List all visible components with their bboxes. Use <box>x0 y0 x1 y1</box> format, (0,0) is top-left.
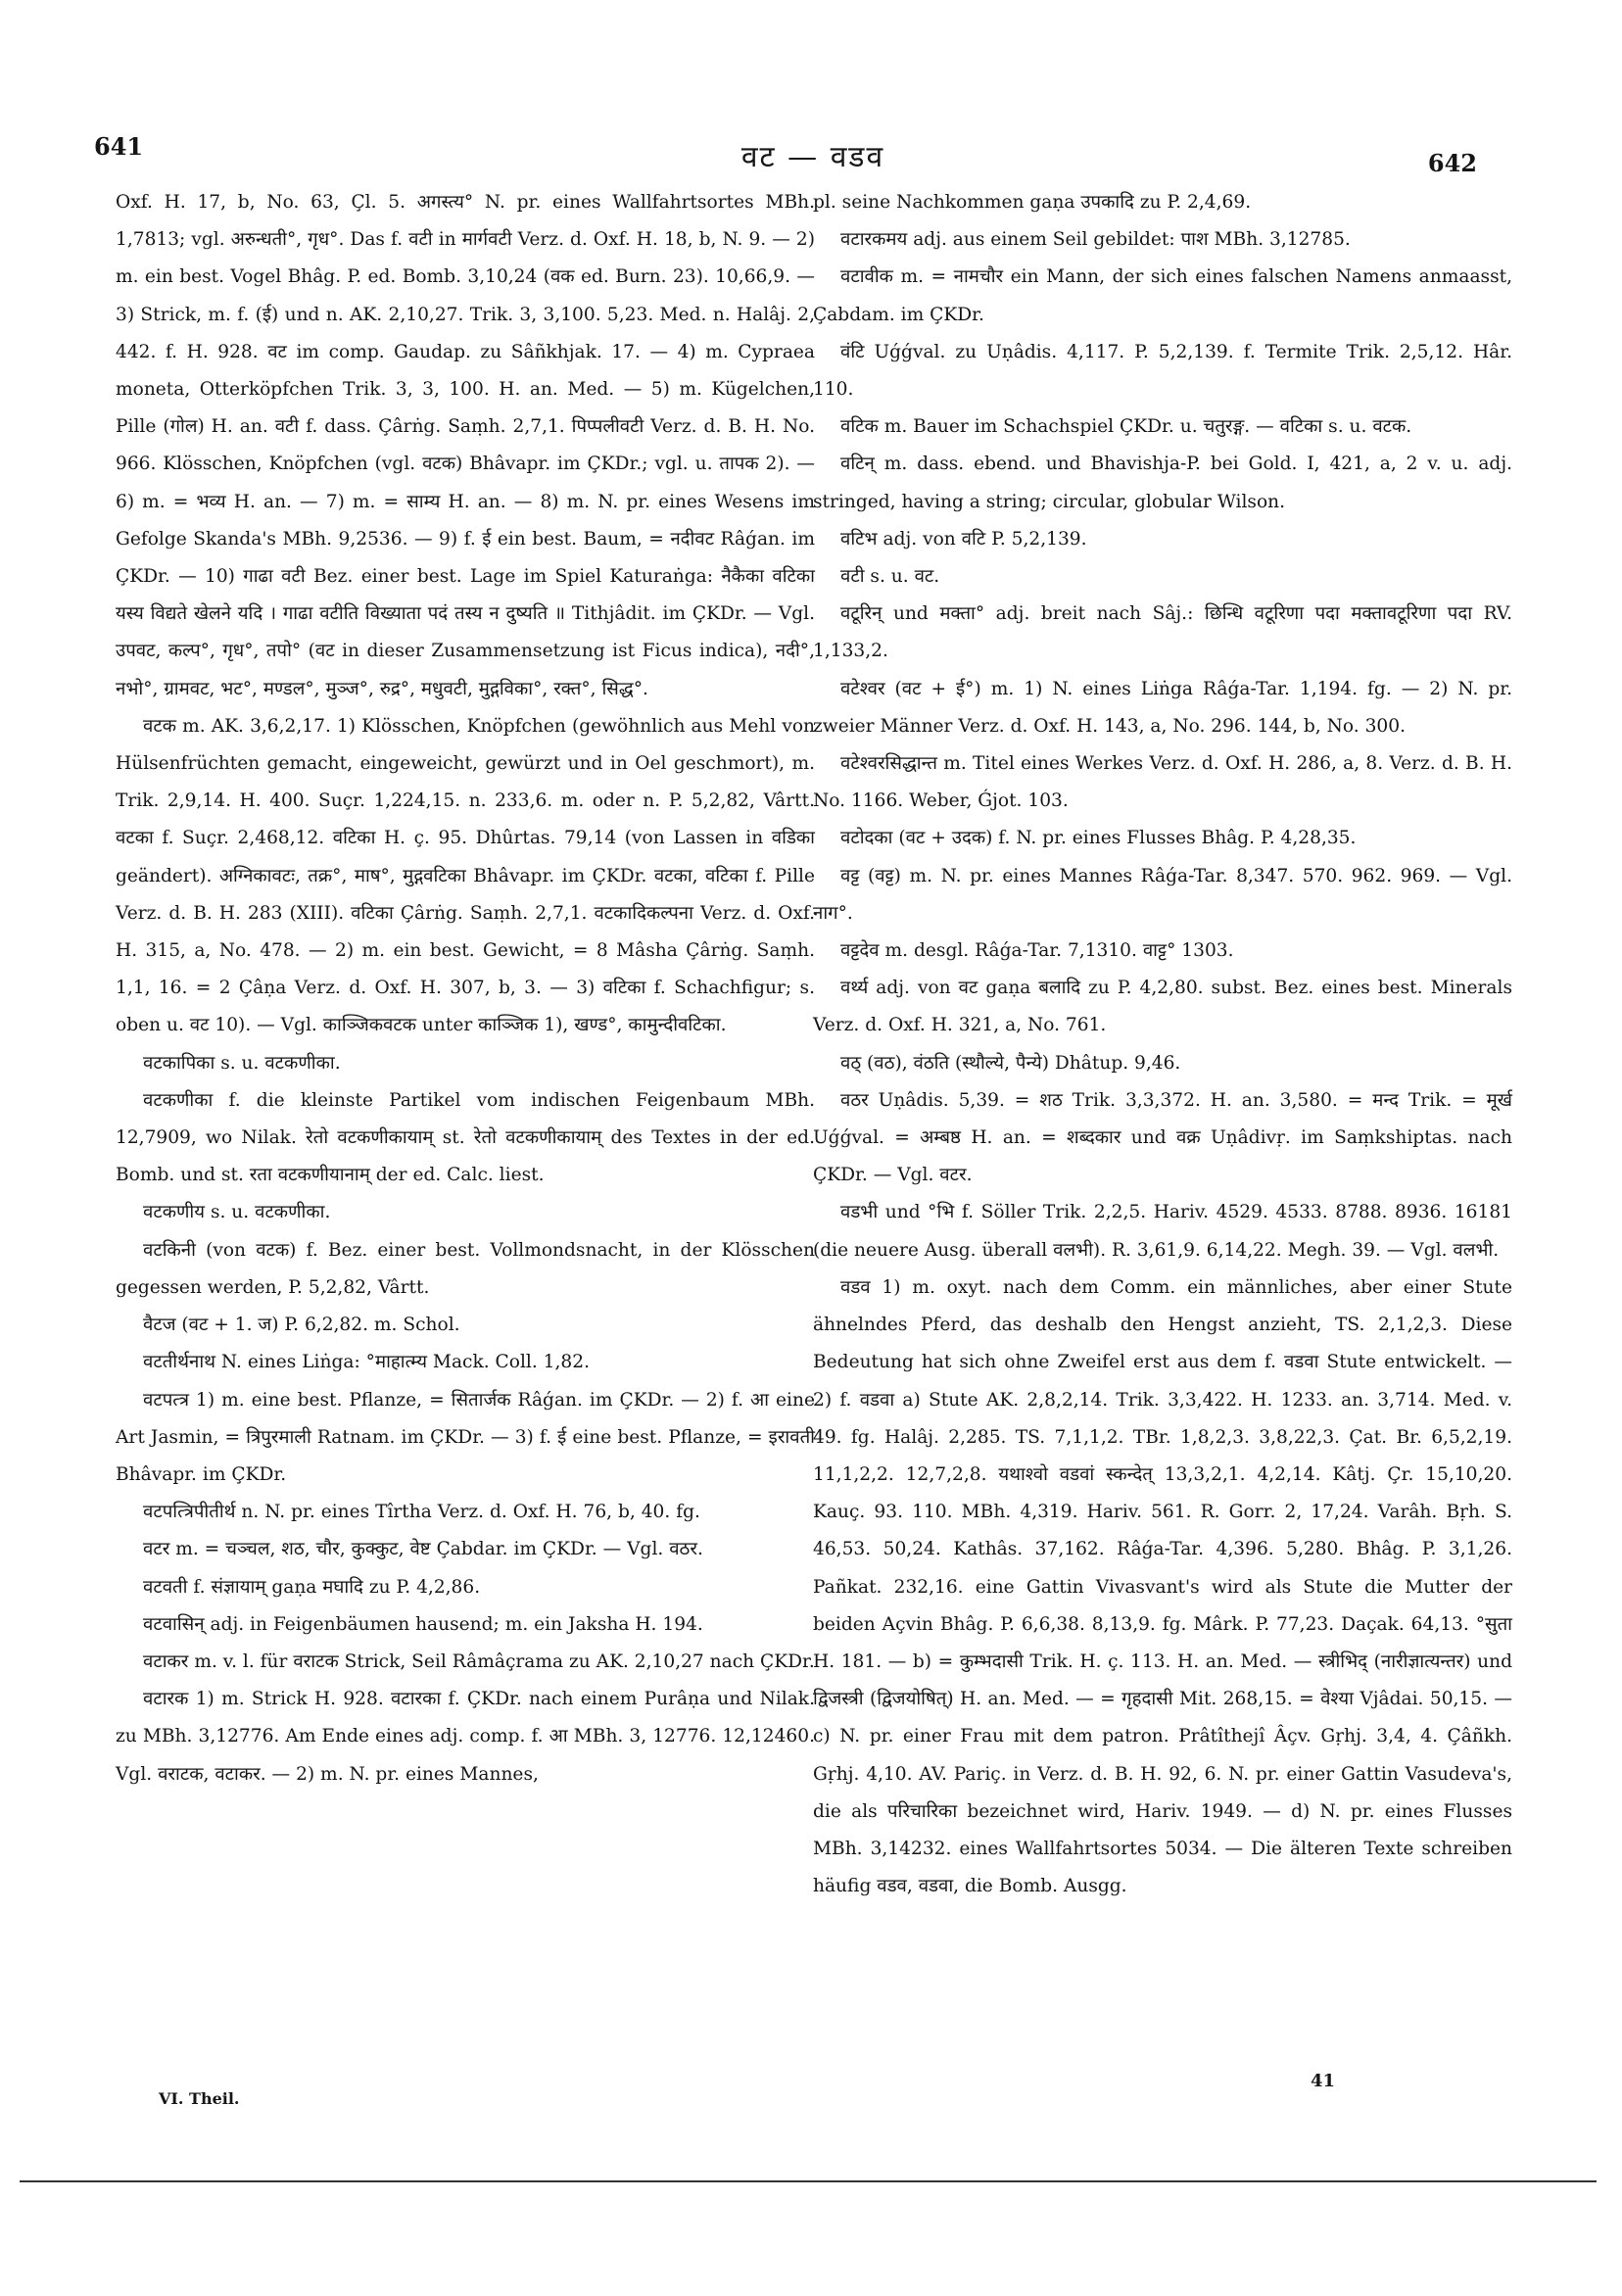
dictionary-entry: वंटि Uǵǵval. zu Uṇâdis. 4,117. P. 5,2,139. f. Termite Trik. 2,5,12. Hâr. 110. <box>813 341 1512 401</box>
volume-note: VI. Theil. <box>159 2089 240 2108</box>
dictionary-entry: वटूरिन् und मक्ता° adj. breit nach Sâj.: छिन्धि वटूरिणा पदा मक्तावटूरिणा पदा RV. 1,133,2. <box>813 603 1512 662</box>
dictionary-entry: वटोदका (वट + उदक) f. N. pr. eines Flusses Bhâg. P. 4,28,35. <box>840 828 1357 849</box>
dictionary-entry: वडव 1) m. oxyt. nach dem Comm. ein männliches, aber einer Stute ähnelndes Pferd, das deshalb den Hengst anzieht, TS. 2,1,2,3. Diese Bedeutung hat sich ohne Zweifel erst aus dem f. वडवा Stute entwickelt. — 2) f. वडवा a) Stute AK. 2,8,2,14. Trik. 3,3,422. H. 1233. an. 3,714. Med. v. 49. fg. Halâj. 2,285. TS. 7,1,1,2. TBr. 1,8,2,3. 3,8,22,3. Çat. Br. 6,5,2,19. 11,1,2,2. 12,7,2,8. यथाश्वो वडवां स्कन्देत् 13,3,2,1. 4,2,14. Kâtj. Çr. 15,10,20. Kauç. 93. 110. MBh. 4,319. Hariv. 561. R. Gorr. 2, 17,24. Varâh. Bṛh. S. 46,53. 50,24. Kathâs. 37,162. Râǵa-Tar. 4,396. 5,280. Bhâg. P. 3,1,26. Pañkat. 232,16. eine Gattin Vivasvant's wird als Stute die Mutter der beiden Açvin Bhâg. P. 6,6,38. 8,13,9. fg. Mârk. P. 77,23. Daçak. 64,13. °सुता H. 181. — b) = कुम्भदासी Trik. H. ç. 113. H. an. Med. — स्त्रीभिद् (नारीज्ञात्यन्तर) und द्विजस्त्री (द्विजयोषित्) H. an. Med. — = गृहदासी Mit. 268,15. = वेश्या Vjâdai. 50,15. — c) N. pr. einer Frau mit dem patron. Prâtîthejî Âçv. Gṛhj. 3,4, 4. Çâñkh. Gṛhj. 4,10. AV. Pariç. in Verz. d. B. H. 92, 6. N. pr. einer Gattin Vasudeva's, die als परिचारिका bezeichnet wird, Hariv. 1949. — d) N. pr. eines Flusses MBh. 3,14232. eines Wallfahrtsortes 5034. — Die älteren Texte schreiben häufig वडव, वडवा, die Bomb. Ausgg. <box>813 1276 1512 1897</box>
dictionary-entry: वटारक 1) m. Strick H. 928. वटारका f. ÇKDr. nach einem Purâṇa und Nilak. zu MBh. 3,12776. Am Ende eines adj. comp. f. आ MBh. 3, 12776. 12,12460. Vgl. वराटक, वटाकर. — 2) m. N. pr. eines Mannes, <box>116 1689 815 1785</box>
dictionary-entry: वटर m. = चञ्चल, शठ, चौर, कुक्कुट, वेष्ट Çabdar. im ÇKDr. — Vgl. वठर. <box>143 1539 703 1560</box>
page-number-left: 641 <box>94 132 144 161</box>
dictionary-entry: वटकापिका s. u. वटकणीका. <box>143 1052 341 1074</box>
bottom-rule <box>20 2180 1597 2182</box>
dictionary-entry: वटपत्त्र 1) m. eine best. Pflanze, = सितार्जक Râǵan. im ÇKDr. — 2) f. आ eine Art Jasmin, = त्रिपुरमाली Ratnam. im ÇKDr. — 3) f. ई eine best. Pflanze, = इरावती Bhâvapr. im ÇKDr. <box>116 1389 815 1485</box>
dictionary-entry: वटिन् m. dass. ebend. und Bhavishja-P. bei Gold. I, 421, a, 2 v. u. adj. stringed, having a string; circular, globular Wilson. <box>813 454 1512 512</box>
dictionary-entry: वटक m. AK. 3,6,2,17. 1) Klösschen, Knöpfchen (gewöhnlich aus Mehl von Hülsenfrüchten gemacht, eingeweicht, gewürzt und in Oel geschmort), m. Trik. 2,9,14. H. 400. Suçr. 1,224,15. n. 233,6. m. oder n. P. 5,2,82, Vârtt. वटका f. Suçr. 2,468,12. वटिका H. ç. 95. Dhûrtas. 79,14 (von Lassen in वडिका geändert). अग्निकावटः, तक्र°, माष°, मुद्गवटिका Bhâvapr. im ÇKDr. वटका, वटिका f. Pille Verz. d. B. H. 283 (XIII). वटिका Çârṅg. Saṃh. 2,7,1. वटकादिकल्पना Verz. d. Oxf. H. 315, a, No. 478. — 2) m. ein best. Gewicht, = 8 Mâsha Çârṅg. Saṃh. 1,1, 16. = 2 Çâṇa Verz. d. Oxf. H. 307, b, 3. — 3) वटिका f. Schachfigur; s. oben u. वट 10). — Vgl. काञ्जिकवटक unter काञ्जिक 1), खण्ड°, कामुन्दीवटिका. <box>116 715 815 1036</box>
dictionary-entry: वटारकमय adj. aus einem Seil gebildet: पाश MBh. 3,12785. <box>840 229 1351 251</box>
dictionary-entry: वठर Uṇâdis. 5,39. = शठ Trik. 3,3,372. H. an. 3,580. = मन्द Trik. = मूर्ख Uǵǵval. = अम्बष्ठ H. an. = शब्दकार und वक्र Uṇâdivṛ. im Saṃkshiptas. nach ÇKDr. — Vgl. वटर. <box>813 1089 1512 1186</box>
dictionary-entry: वटिक m. Bauer im Schachspiel ÇKDr. u. चतुरङ्ग. — वटिका s. u. वटक. <box>840 416 1412 438</box>
dictionary-entry: वडभी und °भि f. Söller Trik. 2,2,5. Hariv. 4529. 4533. 8788. 8936. 16181 (die neuere Ausg. überall वलभी). R. 3,61,9. 6,14,22. Megh. 39. — Vgl. वलभी. <box>813 1202 1512 1261</box>
dictionary-entry: वट्ट (वट्ट) m. N. pr. eines Mannes Râǵa-Tar. 8,347. 570. 962. 969. — Vgl. नाग°. <box>813 865 1512 924</box>
continued-entry: pl. seine Nachkommen gaṇa उपकादि zu P. 2,4,69. <box>813 192 1252 213</box>
dictionary-entry: वैटज (वट + 1. ज) P. 6,2,82. m. Schol. <box>143 1315 460 1336</box>
right-column <box>813 184 1512 1905</box>
dictionary-entry: वटवती f. संज्ञायाम् gaṇa मघादि zu P. 4,2,86. <box>143 1576 481 1598</box>
dictionary-entry: वटाकर m. v. l. für वराटक Strick, Seil Râmâçrama zu AK. 2,10,27 nach ÇKDr. <box>143 1650 815 1672</box>
dictionary-entry: वटकणीय s. u. वटकणीका. <box>143 1202 331 1223</box>
dictionary-entry: वटकिनी (von वटक) f. Bez. einer best. Vollmondsnacht, in der Klösschen gegessen werden, P. 5,2,82, Vârtt. <box>116 1239 815 1298</box>
dictionary-entry: वटपत्त्रिपीतीर्थ n. N. pr. eines Tîrtha Verz. d. Oxf. H. 76, b, 40. fg. <box>143 1502 700 1523</box>
sheet-number: 41 <box>1311 2071 1336 2091</box>
dictionary-entry: वटावीक m. = नामचौर ein Mann, der sich eines falschen Namens anmaasst, Çabdam. im ÇKDr. <box>813 266 1512 325</box>
dictionary-entry: वटकणीका f. die kleinste Partikel vom indischen Feigenbaum MBh. 12,7909, wo Nilak. रेतो वटकणीकायाम् st. रेतो वटकणीकायाम् des Textes in der ed. Bomb. und st. रता वटकणीयानाम् der ed. Calc. liest. <box>116 1089 815 1186</box>
page-number-right: 642 <box>1427 149 1477 177</box>
dictionary-entry: वट्टदेव m. desgl. Râǵa-Tar. 7,1310. वाट्ट° 1303. <box>840 940 1234 962</box>
dictionary-entry: वटेश्वरसिद्धान्त m. Titel eines Werkes Verz. d. Oxf. H. 286, a, 8. Verz. d. B. H. No. 1166. Weber, Ǵjot. 103. <box>813 753 1512 812</box>
continued-entry: Oxf. H. 17, b, No. 63, Çl. 5. अगस्त्य° N. pr. eines Wallfahrtsortes MBh. 1,7813; vgl. अरुन्धती°, गृध°. Das f. वटी in मार्गवटी Verz. d. Oxf. H. 18, b, N. 9. — 2) m. ein best. Vogel Bhâg. P. ed. Bomb. 3,10,24 (वक ed. Burn. 23). 10,66,9. — 3) Strick, m. f. (ई) und n. AK. 2,10,27. Trik. 3, 3,100. 5,23. Med. n. Halâj. 2, 442. f. H. 928. वट im comp. Gaudap. zu Sâñkhjak. 17. — 4) m. Cypraea moneta, Otterköpfchen Trik. 3, 3, 100. H. an. Med. — 5) m. Kügelchen, Pille (गोल) H. an. वटी f. dass. Çârṅg. Saṃh. 2,7,1. पिप्पलीवटी Verz. d. B. H. No. 966. Klösschen, Knöpfchen (vgl. वटक) Bhâvapr. im ÇKDr.; vgl. u. तापक 2). — 6) m. = भव्य H. an. — 7) m. = साम्य H. an. — 8) m. N. pr. eines Wesens im Gefolge Skanda's MBh. 9,2536. — 9) f. ई ein best. Baum, = नदीवट Râǵan. im ÇKDr. — 10) गाढा वटी Bez. einer best. Lage im Spiel Katuraṅga: नैकैका वटिका यस्य विद्यते खेलने यदि । गाढा वटीति विख्याता पदं तस्य न दुष्यति ॥ Tithjâdit. im ÇKDr. — Vgl. उपवट, कल्प°, गृध°, तपो° (वट in dieser Zusammensetzung ist Ficus indica), नदी°, नभो°, ग्रामवट, भट°, मण्डल°, मुञ्ज°, रुद्र°, मधुवटी, मुद्गविका°, रक्त°, सिद्ध°. <box>116 192 815 699</box>
dictionary-entry: वटवासिन् adj. in Feigenbäumen hausend; m. ein Jaksha H. 194. <box>143 1613 703 1635</box>
dictionary-entry: वटतीर्थनाथ N. eines Liṅga: °माहात्म्य Mack. Coll. 1,82. <box>143 1352 590 1373</box>
left-column <box>116 184 815 1794</box>
dictionary-entry: वटिभ adj. von वटि P. 5,2,139. <box>840 528 1087 550</box>
dictionary-entry: वटेश्वर (वट + ई°) m. 1) N. eines Liṅga Râǵa-Tar. 1,194. fg. — 2) N. pr. zweier Männer Verz. d. Oxf. H. 143, a, No. 296. 144, b, No. 300. <box>813 678 1512 737</box>
running-headword-range: वट — वडव <box>740 140 885 174</box>
dictionary-entry: वर्थ्य adj. von वट gaṇa बलादि zu P. 4,2,80. subst. Bez. eines best. Minerals Verz. d. Oxf. H. 321, a, No. 761. <box>813 978 1512 1036</box>
dictionary-entry: वटी s. u. वट. <box>840 566 940 588</box>
dictionary-entry: वठ् (वठ), वंठति (स्थौल्ये, पैन्ये) Dhâtup. 9,46. <box>840 1052 1181 1074</box>
